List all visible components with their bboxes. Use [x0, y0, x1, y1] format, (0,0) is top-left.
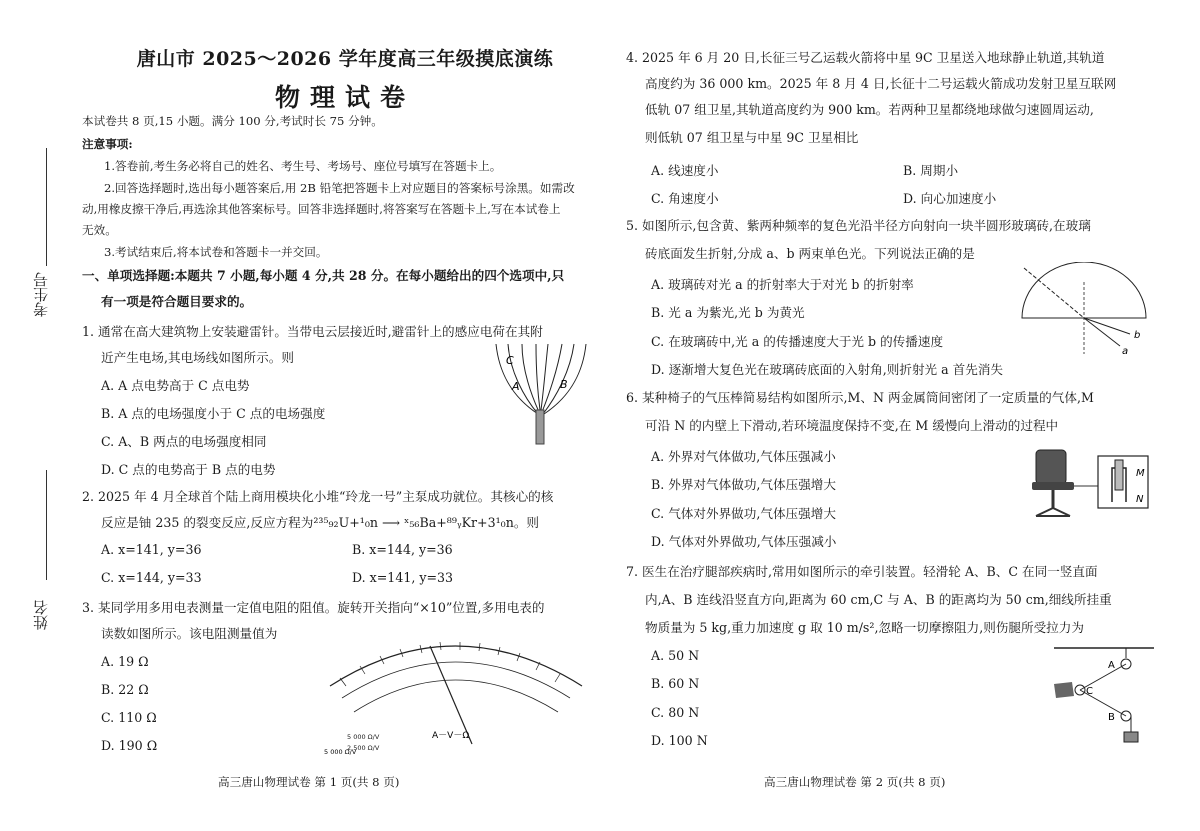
q4-option-c[interactable]: C. 角速度小	[651, 191, 719, 206]
binding-line-top	[46, 148, 47, 266]
q2-option-a[interactable]: A. x=141, y=36	[101, 542, 202, 557]
notice-1: 1.答卷前,考生务必将自己的姓名、考生号、考场号、座位号填写在答题卡上。	[104, 159, 502, 173]
q5-option-d[interactable]: D. 逐渐增大复色光在玻璃砖底面的入射角,则折射光 a 首先消失	[651, 362, 1004, 377]
q1-option-c[interactable]: C. A、B 两点的电场强度相同	[101, 434, 267, 449]
question-3-cont: 读数如图所示。该电阻测量值为	[101, 626, 278, 641]
pulley-c-label: C	[1086, 686, 1093, 697]
pulley-a-label: A	[1108, 660, 1115, 671]
side-exam-number: 考生号	[32, 272, 50, 317]
question-1: 1. 通常在高大建筑物上安装避雷针。当带电云层接近时,避雷针上的感应电荷在其附	[82, 324, 543, 339]
q4-option-b[interactable]: B. 周期小	[903, 163, 959, 178]
q1-option-b[interactable]: B. A 点的电场强度小于 C 点的电场强度	[101, 406, 326, 421]
question-2-cont: 反应是铀 235 的裂变反应,反应方程为²³⁵₉₂U+¹₀n ⟶ ˣ₅₆Ba+⁸⁹ᵧKr+3¹₀n。则	[101, 515, 540, 530]
q6-option-b[interactable]: B. 外界对气体做功,气体压强增大	[651, 477, 836, 492]
subject-title: 物理试卷	[274, 83, 415, 112]
traction-pulley-figure	[1046, 644, 1158, 744]
q3-option-c[interactable]: C. 110 Ω	[101, 710, 157, 725]
q5-option-b[interactable]: B. 光 a 为紫光,光 b 为黄光	[651, 305, 805, 320]
exam-info: 本试卷共 8 页,15 小题。满分 100 分,考试时长 75 分钟。	[82, 114, 383, 128]
q5-option-a[interactable]: A. 玻璃砖对光 a 的折射率大于对光 b 的折射率	[651, 277, 914, 292]
q3-option-a[interactable]: A. 19 Ω	[101, 654, 149, 669]
q7-option-c[interactable]: C. 80 N	[651, 705, 700, 720]
question-4: 4. 2025 年 6 月 20 日,长征三号乙运载火箭将中星 9C 卫星送入地球静止轨道,其轨道	[626, 50, 1105, 65]
tube-n-label: N	[1136, 494, 1144, 505]
q4-option-a[interactable]: A. 线速度小	[651, 163, 719, 178]
binding-line-mid	[46, 470, 47, 580]
glass-semicircle-figure	[1012, 262, 1152, 358]
question-4-l4: 则低轨 07 组卫星与中星 9C 卫星相比	[645, 130, 859, 145]
question-5-cont: 砖底面发生折射,分成 a、b 两束单色光。下列说法正确的是	[645, 246, 975, 261]
q4-option-d[interactable]: D. 向心加速度小	[903, 191, 997, 206]
question-6-cont: 可沿 N 的内壁上下滑动,若环境温度保持不变,在 M 缓慢向上滑动的过程中	[645, 418, 1059, 433]
pulley-b-label: B	[1108, 712, 1115, 723]
q2-option-d[interactable]: D. x=141, y=33	[352, 570, 454, 585]
question-1-cont: 近产生电场,其电场线如图所示。则	[101, 350, 294, 365]
question-4-l3: 低轨 07 组卫星,其轨道高度约为 900 km。若两种卫星都绕地球做匀速圆周运动,	[645, 102, 1094, 117]
meter-sensitivity-1-text: 5 000 Ω/V	[347, 733, 380, 741]
question-7-l3: 物质量为 5 kg,重力加速度 g 取 10 m/s²,忽略一切摩擦阻力,则伤腿所受拉力为	[645, 620, 1084, 635]
q7-option-d[interactable]: D. 100 N	[651, 733, 708, 748]
notice-2-cont: 动,用橡皮擦干净后,再选涂其他答案标号。回答非选择题时,将答案写在答题卡上,写在本试卷上	[82, 202, 561, 216]
q6-option-c[interactable]: C. 气体对外界做功,气体压强增大	[651, 506, 836, 521]
chair-gas-spring-figure	[1024, 446, 1160, 526]
meter-sensitivity-1: 5 000 Ω/V	[324, 748, 357, 756]
point-b-label: B	[560, 378, 568, 391]
page-footer-2: 高三唐山物理试卷 第 2 页(共 8 页)	[764, 775, 946, 789]
notice-2-end: 无效。	[82, 223, 117, 237]
section-heading-cont: 有一项是符合题目要求的。	[101, 294, 253, 309]
q5-option-c[interactable]: C. 在玻璃砖中,光 a 的传播速度大于光 b 的传播速度	[651, 334, 944, 349]
page-right	[600, 0, 1200, 831]
q6-option-d[interactable]: D. 气体对外界做功,气体压强减小	[651, 534, 837, 549]
notice-heading: 注意事项:	[82, 137, 133, 151]
question-7-l2: 内,A、B 连线沿竖直方向,距离为 60 cm,C 与 A、B 的距离均为 50 cm,细线所挂重	[645, 592, 1112, 607]
section-heading: 一、单项选择题:本题共 7 小题,每小题 4 分,共 28 分。在每小题给出的四个选项中,只	[82, 268, 565, 283]
q1-option-d[interactable]: D. C 点的电势高于 B 点的电势	[101, 462, 276, 477]
notice-3: 3.考试结束后,将本试卷和答题卡一并交回。	[104, 245, 328, 259]
point-c-label: C	[506, 354, 514, 367]
q2-option-b[interactable]: B. x=144, y=36	[352, 542, 453, 557]
point-a-label: A	[512, 380, 520, 393]
q3-option-b[interactable]: B. 22 Ω	[101, 682, 149, 697]
lightning-rod-field-figure	[490, 342, 590, 446]
ray-a-label: a	[1122, 346, 1129, 357]
tube-m-label: M	[1136, 468, 1145, 479]
exam-title: 唐山市 2025～2026 学年度高三年级摸底演练	[136, 48, 554, 70]
q1-option-a[interactable]: A. A 点电势高于 C 点电势	[101, 378, 250, 393]
q7-option-b[interactable]: B. 60 N	[651, 676, 700, 691]
ray-b-label: b	[1134, 330, 1141, 341]
question-3: 3. 某同学用多用电表测量一定值电阻的阻值。旋转开关指向“×10”位置,多用电表的	[82, 600, 545, 615]
q2-option-c[interactable]: C. x=144, y=33	[101, 570, 202, 585]
q7-option-a[interactable]: A. 50 N	[651, 648, 700, 663]
meter-mode-label: A－V－Ω	[432, 731, 470, 741]
notice-2: 2.回答选择题时,选出每小题答案后,用 2B 铅笔把答题卡上对应题目的答案标号涂黑。如需改	[104, 181, 575, 195]
page-footer-1: 高三唐山物理试卷 第 1 页(共 8 页)	[218, 775, 400, 789]
question-7: 7. 医生在治疗腿部疾病时,常用如图所示的牵引装置。轻滑轮 A、B、C 在同一竖直面	[626, 564, 1098, 579]
question-6: 6. 某种椅子的气压棒简易结构如图所示,M、N 两金属筒间密闭了一定质量的气体,M	[626, 390, 1094, 405]
meter-sensitivity-2: 2 500 Ω/V	[347, 744, 380, 752]
q3-option-d[interactable]: D. 190 Ω	[101, 738, 158, 753]
side-name: 姓名	[32, 600, 50, 630]
q6-option-a[interactable]: A. 外界对气体做功,气体压强减小	[651, 449, 836, 464]
question-5: 5. 如图所示,包含黄、紫两种频率的复色光沿半径方向射向一块半圆形玻璃砖,在玻璃	[626, 218, 1091, 233]
question-4-l2: 高度约为 36 000 km。2025 年 8 月 4 日,长征十二号运载火箭成功发射卫星互联网	[645, 76, 1117, 91]
question-2: 2. 2025 年 4 月全球首个陆上商用模块化小堆“玲龙一号”主泵成功就位。其核心的核	[82, 489, 554, 504]
